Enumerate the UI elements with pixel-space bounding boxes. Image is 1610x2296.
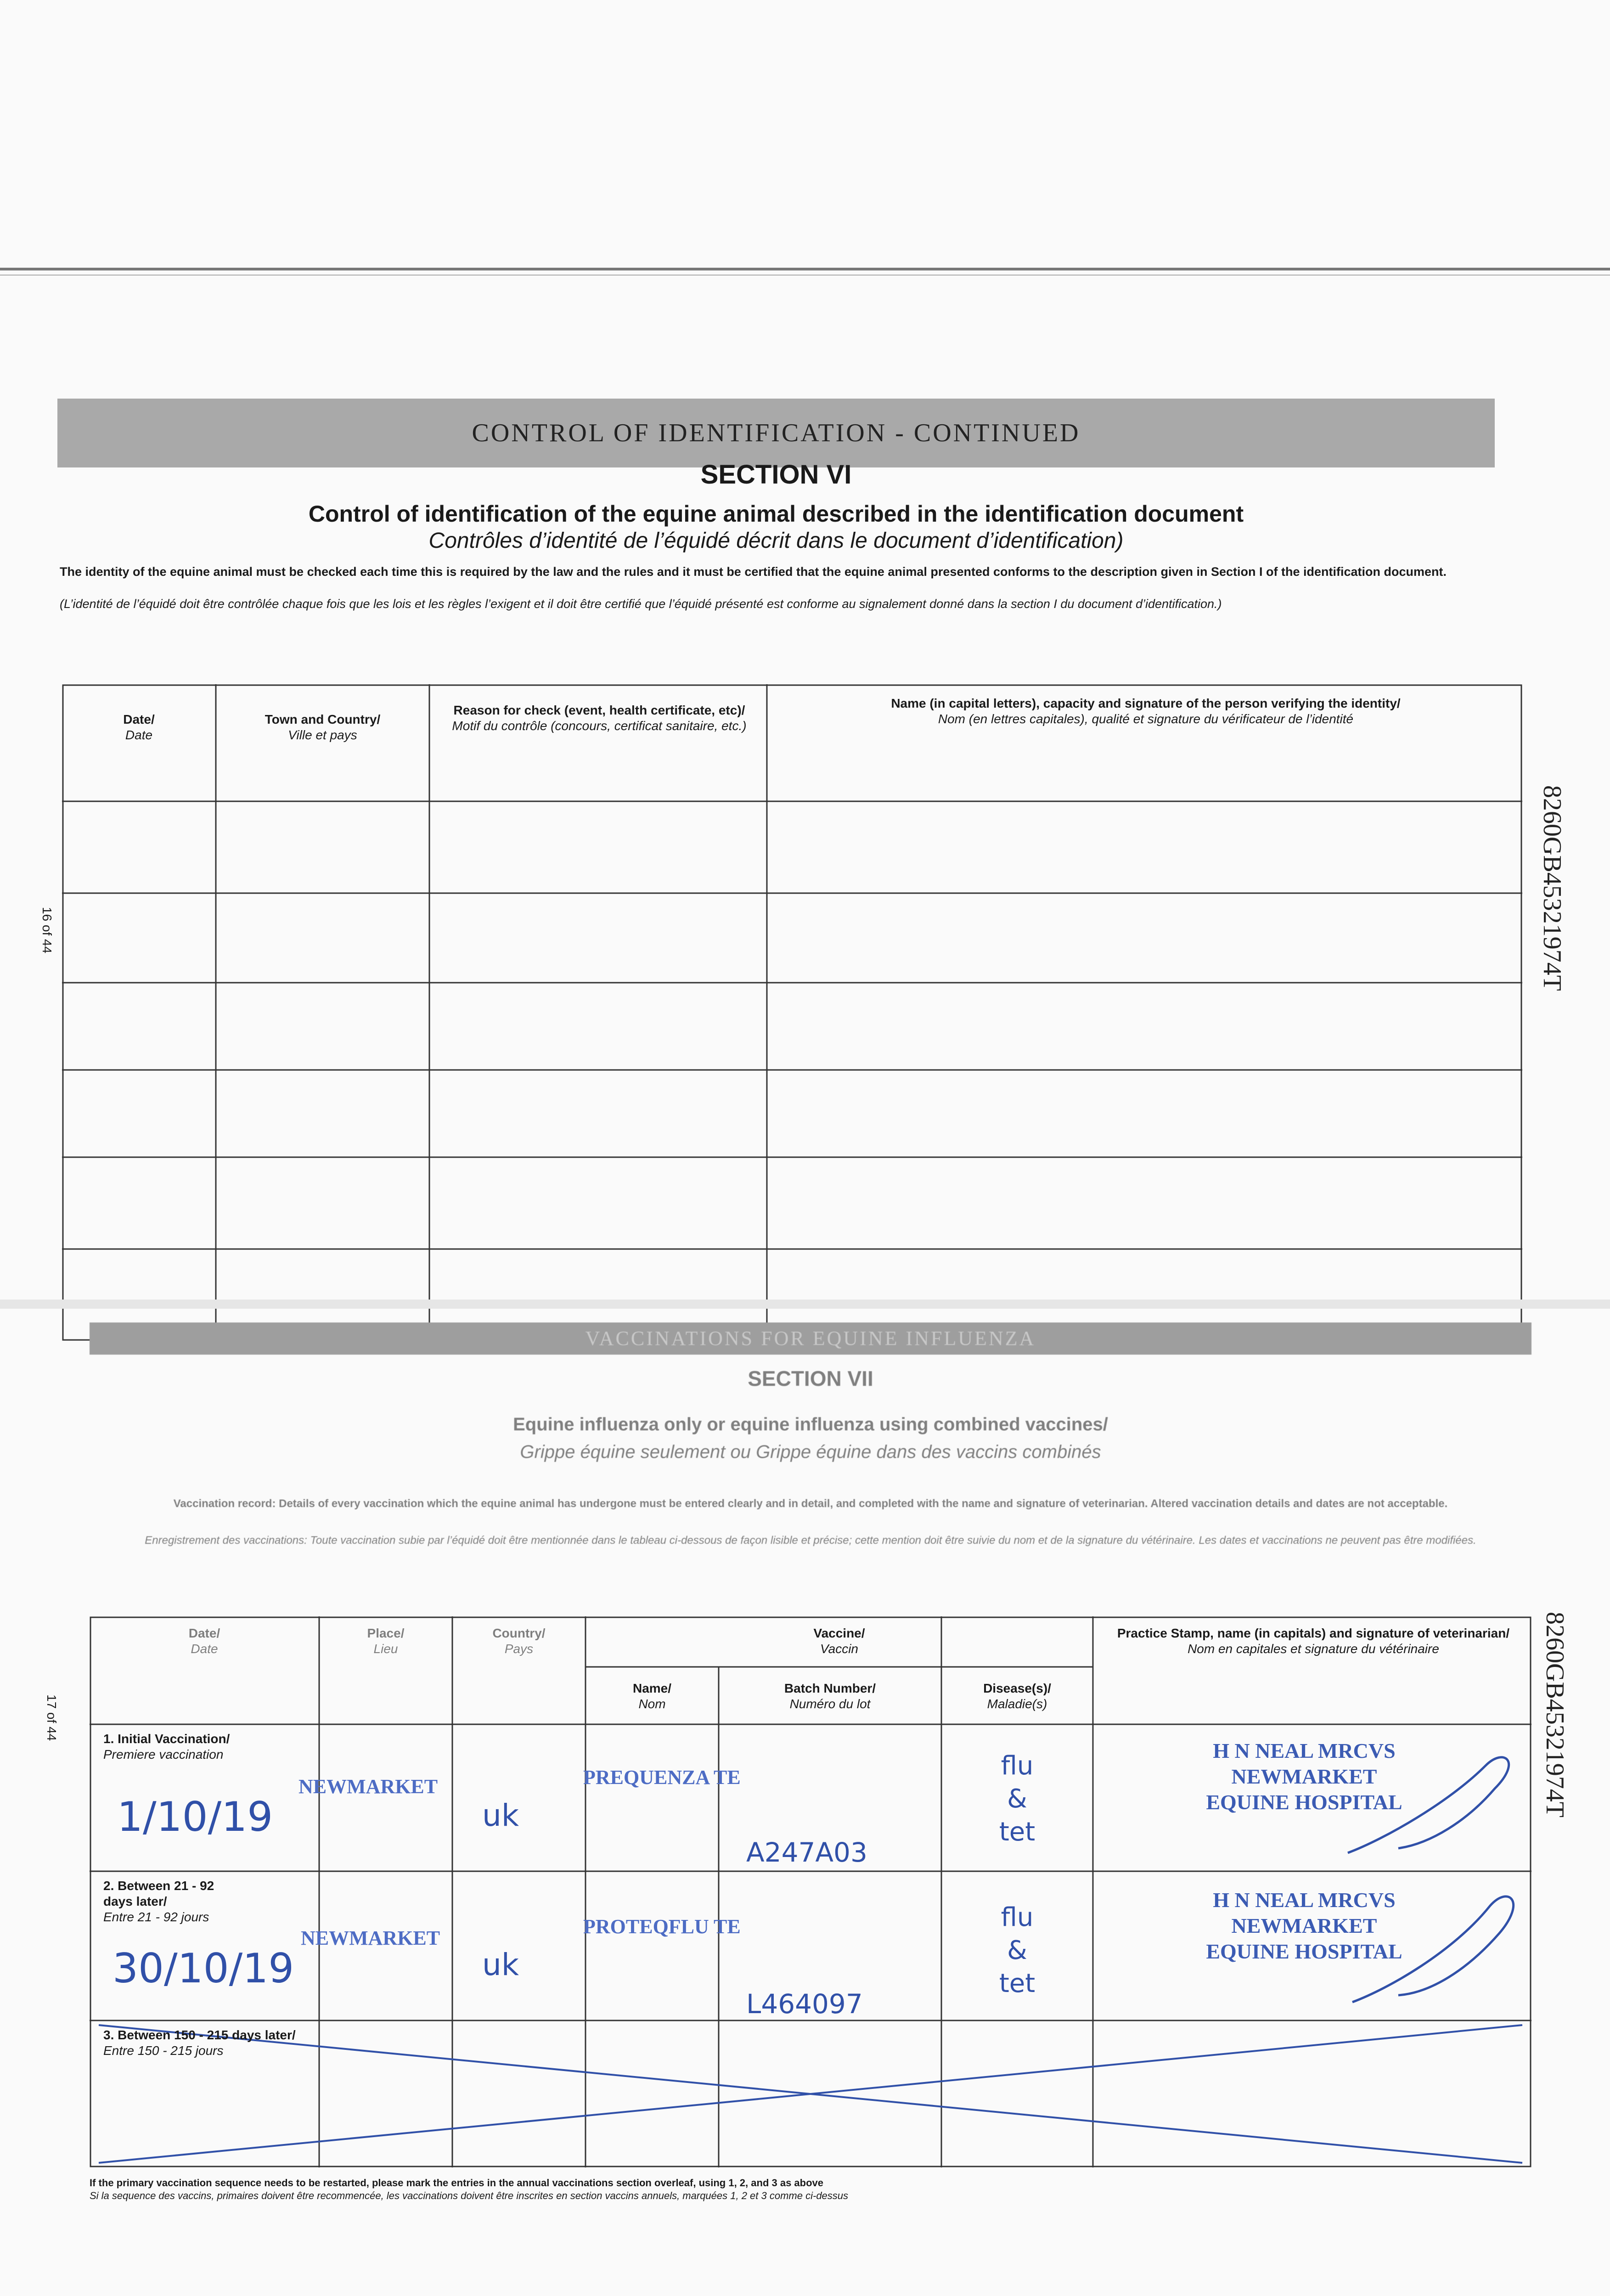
section-intro-en: Vaccination record: Details of every vaccination which the equine animal has undergone must be entered clearly and in detail, and completed with the name and signature of veterinarian. Altered vaccination details and dates are not acceptable. [173,1497,1448,1510]
page-edge-line [0,268,1610,270]
section-band-title: CONTROL OF IDENTIFICATION - CONTINUED [57,399,1495,467]
vaccine-name-stamp: PROTEQFLU TE [583,1915,741,1938]
section-subtitle-en: Equine influenza only or equine influenza using combined vaccines/ [513,1414,1108,1435]
section-subtitle-en: Control of identification of the equine animal described in the identification document [308,501,1244,527]
row-label-second: 2. Between 21 - 92 days later/ Entre 21 - 92 jours [103,1879,214,1924]
section-intro-fr: (L’identité de l’équidé doit être contrôlée chaque fois que les lois et les règles l’exigent et il doit être certifié que l’équidé présenté est conforme au signalement donné dans la section I du document d’identification.) [60,597,1222,611]
row-label-initial: 1. Initial Vaccination/ Premiere vaccination [103,1732,230,1761]
page-edge-line [0,275,1610,276]
page-fold [0,1300,1610,1309]
table-grid [62,684,1522,1341]
vaccine-name-stamp: PREQUENZA TE [583,1766,741,1789]
handwritten-disease: flu & tet [999,1902,1036,1998]
handwritten-disease: flu & tet [999,1751,1036,1847]
column-header-reason: Reason for check (event, health certificate, etc)/ Motif du contrôle (concours, certificat sanitaire, etc.) [452,703,747,733]
column-header-date: Date/ Date [123,712,155,742]
column-header-town-country: Town and Country/ Ville et pays [265,712,381,742]
vaccination-table [90,1616,1531,2167]
place-stamp: NEWMARKET [301,1927,440,1949]
handwritten-country: uk [482,1798,519,1833]
footer-note-en: If the primary vaccination sequence needs to be restarted, please mark the entries in the annual vaccinations section overleaf, using 1, 2, and 3 as above [90,2177,824,2189]
section-heading: SECTION VII [748,1367,873,1390]
page-number-upper: 16 of 44 [40,907,54,954]
page-number-lower: 17 of 44 [45,1694,59,1741]
section-subtitle-fr: Contrôles d’identité de l’équidé décrit dans le document d’identification) [428,529,1124,553]
row-label-third: 3. Between 150 - 215 days later/ Entre 150 - 215 jours [103,2028,296,2058]
header-place: Place/ Lieu [367,1626,405,1656]
handwritten-batch-number: L464097 [746,1988,863,2020]
veterinarian-signature [1329,1733,1522,1871]
veterinarian-stamp: H N NEAL MRCVS NEWMARKET EQUINE HOSPITAL [1206,1888,1402,1963]
column-header-verifier: Name (in capital letters), capacity and signature of the person verifying the identity/ Nom (en lettres capitales), qualité et signature du vérificateur de l’identité [891,696,1401,726]
section-intro-en: The identity of the equine animal must be checked each time this is required by the law and the rules and it must be certified that the equine animal presented conforms to the description given in Section I of the identification document. [60,565,1447,579]
handwritten-country: uk [482,1947,519,1982]
passport-reference-upper: 8260GB45321974T [1538,785,1566,991]
section-intro-fr: Enregistrement des vaccinations: Toute vaccination subie par l’équidé doit être mentionnée dans le tableau ci-dessous de façon lisible et précise; cette mention doit être suivie du nom et de la signature du vétérinaire. Les dates et vaccinations ne peuvent pas être modifiées. [145,1534,1476,1547]
header-date: Date/ Date [188,1626,220,1656]
handwritten-date: 1/10/19 [117,1793,273,1840]
handwritten-batch-number: A247A03 [746,1837,867,1868]
handwritten-date: 30/10/19 [113,1945,294,1992]
header-vaccine-name: Name/ Nom [632,1681,672,1711]
footer-note-fr: Si la sequence des vaccins, primaires doivent être recommencée, les vaccinations doivent être inscrites en section vaccins annuels, marquées 1, 2 et 3 comme ci-dessus [90,2190,849,2201]
header-country: Country/ Pays [492,1626,546,1656]
identity-check-table [62,684,1522,1341]
veterinarian-stamp: H N NEAL MRCVS NEWMARKET EQUINE HOSPITAL [1206,1739,1402,1814]
section-subtitle-fr: Grippe équine seulement ou Grippe équine dans des vaccins combinés [520,1442,1101,1462]
vaccination-footer [90,2177,1531,2202]
section-heading: SECTION VI [700,460,852,490]
section-band-title: VACCINATIONS FOR EQUINE INFLUENZA [90,1322,1531,1355]
veterinarian-signature [1329,1878,1527,2020]
passport-reference-lower: 8260GB45321974T [1541,1612,1569,1818]
header-vaccine: Vaccine/ Vaccin [813,1626,865,1656]
place-stamp: NEWMARKET [298,1775,438,1798]
header-practice-stamp: Practice Stamp, name (in capitals) and signature of veterinarian/ Nom en capitales et signature du vétérinaire [1117,1626,1510,1656]
header-disease: Disease(s)/ Maladie(s) [983,1681,1051,1711]
header-batch-number: Batch Number/ Numéro du lot [784,1681,876,1711]
